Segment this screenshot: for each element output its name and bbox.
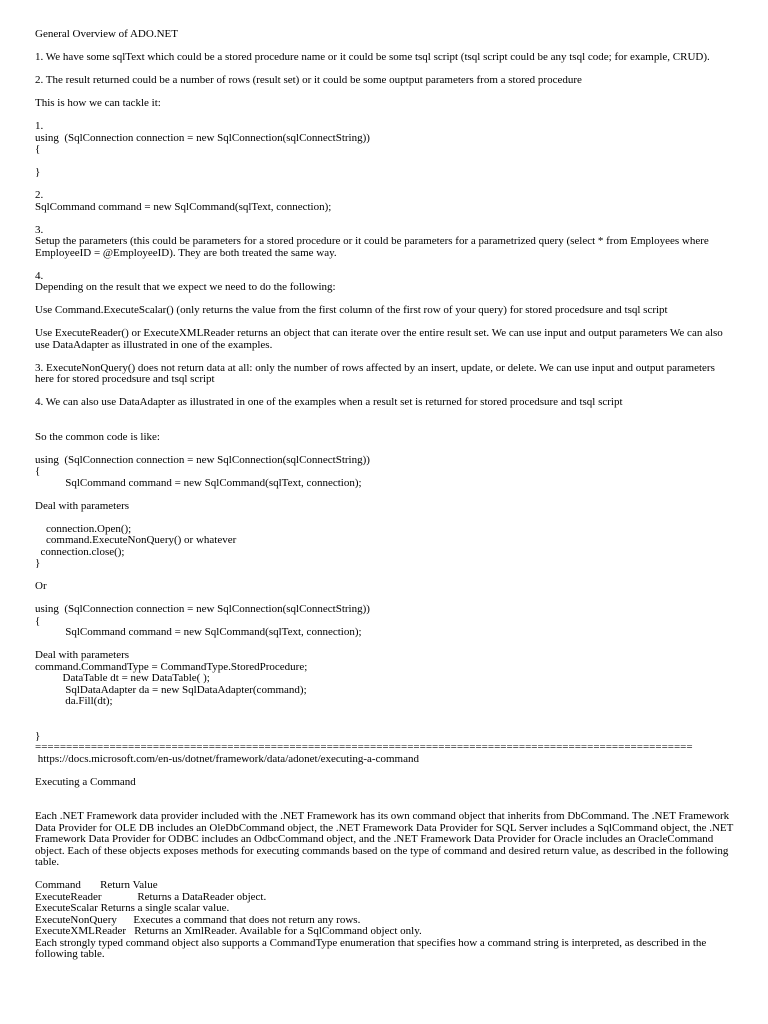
source-url: https://docs.microsoft.com/en-us/dotnet/framework/data/adonet/executing-a-command	[35, 752, 419, 765]
code-2-line: DataTable dt = new DataTable( );	[35, 672, 210, 684]
point-1: 1. We have some sqlText which could be a stored procedure name or it could be some tsql script (tsql script could be any tsql code; for example, CRUD).	[35, 51, 710, 63]
step-3-number: 3.	[35, 223, 44, 236]
table-line: ExecuteNonQuery Executes a command that does not return any rows.	[35, 913, 361, 926]
table-line: Command Return Value	[35, 879, 158, 891]
step-3-text: Setup the parameters (this could be parameters for a stored procedure or it could be parameters for a parametrized query (select * from Employees where EmployeeID = @EmployeeID). They are both treated the same way.	[35, 235, 709, 259]
step-4-number: 4.	[35, 269, 44, 282]
section-paragraph: Each .NET Framework data provider included with the .NET Framework has its own command object that inherits from DbCommand. The .NET Framework Data Provider for OLE DB includes an OleDbCommand object, the .NET Framework Data Provider for SQL Server includes a SqlCommand object, the .NET Framework Data Provider for ODBC includes an OdbcCommand object, and the .NET Framework Data Provider for Oracle includes an OracleCommand object. Each of these objects exposes methods for executing commands based on the type of command and desired return value, as described in the following table.	[35, 810, 734, 868]
document-page	[35, 29, 735, 961]
step-2-code: SqlCommand command = new SqlCommand(sqlText, connection);	[35, 200, 332, 213]
option-nonquery: 3. ExecuteNonQuery() does not return data at all: only the number of rows affected by an insert, update, or delete. We can use input and output parameters here for stored procedsure and tsql script	[35, 361, 715, 385]
code-1-line: Deal with parameters	[35, 499, 130, 512]
code-1-line: }	[35, 557, 41, 569]
code-2-line: SqlDataAdapter da = new SqlDataAdapter(command);	[35, 683, 307, 696]
step-1-open-brace: {	[35, 143, 41, 155]
common-code-intro: So the common code is like:	[35, 430, 160, 443]
option-scalar: Use Command.ExecuteScalar() (only returns the value from the first column of the first row of your query) for stored procedsure and tsql script	[35, 304, 668, 316]
point-2: 2. The result returned could be a number of rows (result set) or it could be some ouptput parameters from a stored procedure	[35, 74, 582, 86]
table-line: ExecuteXMLReader Returns an XmlReader. Available for a SqlCommand object only.	[35, 925, 422, 937]
step-4-text: Depending on the result that we expect we need to do the following:	[35, 281, 336, 293]
tackle-intro: This is how we can tackle it:	[35, 97, 161, 109]
step-2-number: 2.	[35, 189, 44, 201]
code-2-line: }	[35, 729, 41, 742]
or-label: Or	[35, 580, 47, 592]
table-line: ExecuteScalar Returns a single scalar value.	[35, 902, 230, 914]
code-1-line: command.ExecuteNonQuery() or whatever	[35, 534, 237, 546]
document-title: General Overview of ADO.NET	[35, 28, 178, 40]
table-line: ExecuteReader Returns a DataReader object.	[35, 890, 267, 903]
option-reader: Use ExecuteReader() or ExecuteXMLReader returns an object that can iterate over the entire result set. We can use input and output parameters We can also use DataAdapter as illustrated in one of the examples.	[35, 327, 723, 351]
code-1-line: using (SqlConnection connection = new SqlConnection(sqlConnectString))	[35, 453, 370, 466]
code-2-line: da.Fill(dt);	[35, 695, 113, 707]
code-2-line: using (SqlConnection connection = new SqlConnection(sqlConnectString))	[35, 603, 370, 615]
code-2-line: SqlCommand command = new SqlCommand(sqlText, connection);	[35, 626, 362, 638]
code-1-line: SqlCommand command = new SqlCommand(sqlText, connection);	[35, 476, 362, 489]
code-1-line: connection.Open();	[35, 522, 132, 535]
code-1-line: {	[35, 465, 41, 477]
step-1-number: 1.	[35, 120, 44, 132]
closing-paragraph: Each strongly typed command object also supports a CommandType enumeration that specifies how a command string is interpreted, as described in the following table.	[35, 936, 707, 960]
separator-line: ==========================================================================================================	[35, 742, 693, 753]
code-2-line: {	[35, 614, 41, 627]
code-2-line: command.CommandType = CommandType.StoredProcedure;	[35, 660, 308, 673]
option-adapter: 4. We can also use DataAdapter as illustrated in one of the examples when a result set is returned for stored procedsure and tsql script	[35, 396, 623, 408]
code-1-line: connection.close();	[35, 545, 125, 558]
section-title: Executing a Command	[35, 775, 136, 788]
step-1-using: using (SqlConnection connection = new SqlConnection(sqlConnectString))	[35, 131, 370, 144]
code-2-line: Deal with parameters	[35, 649, 130, 661]
step-1-close-brace: }	[35, 166, 41, 178]
